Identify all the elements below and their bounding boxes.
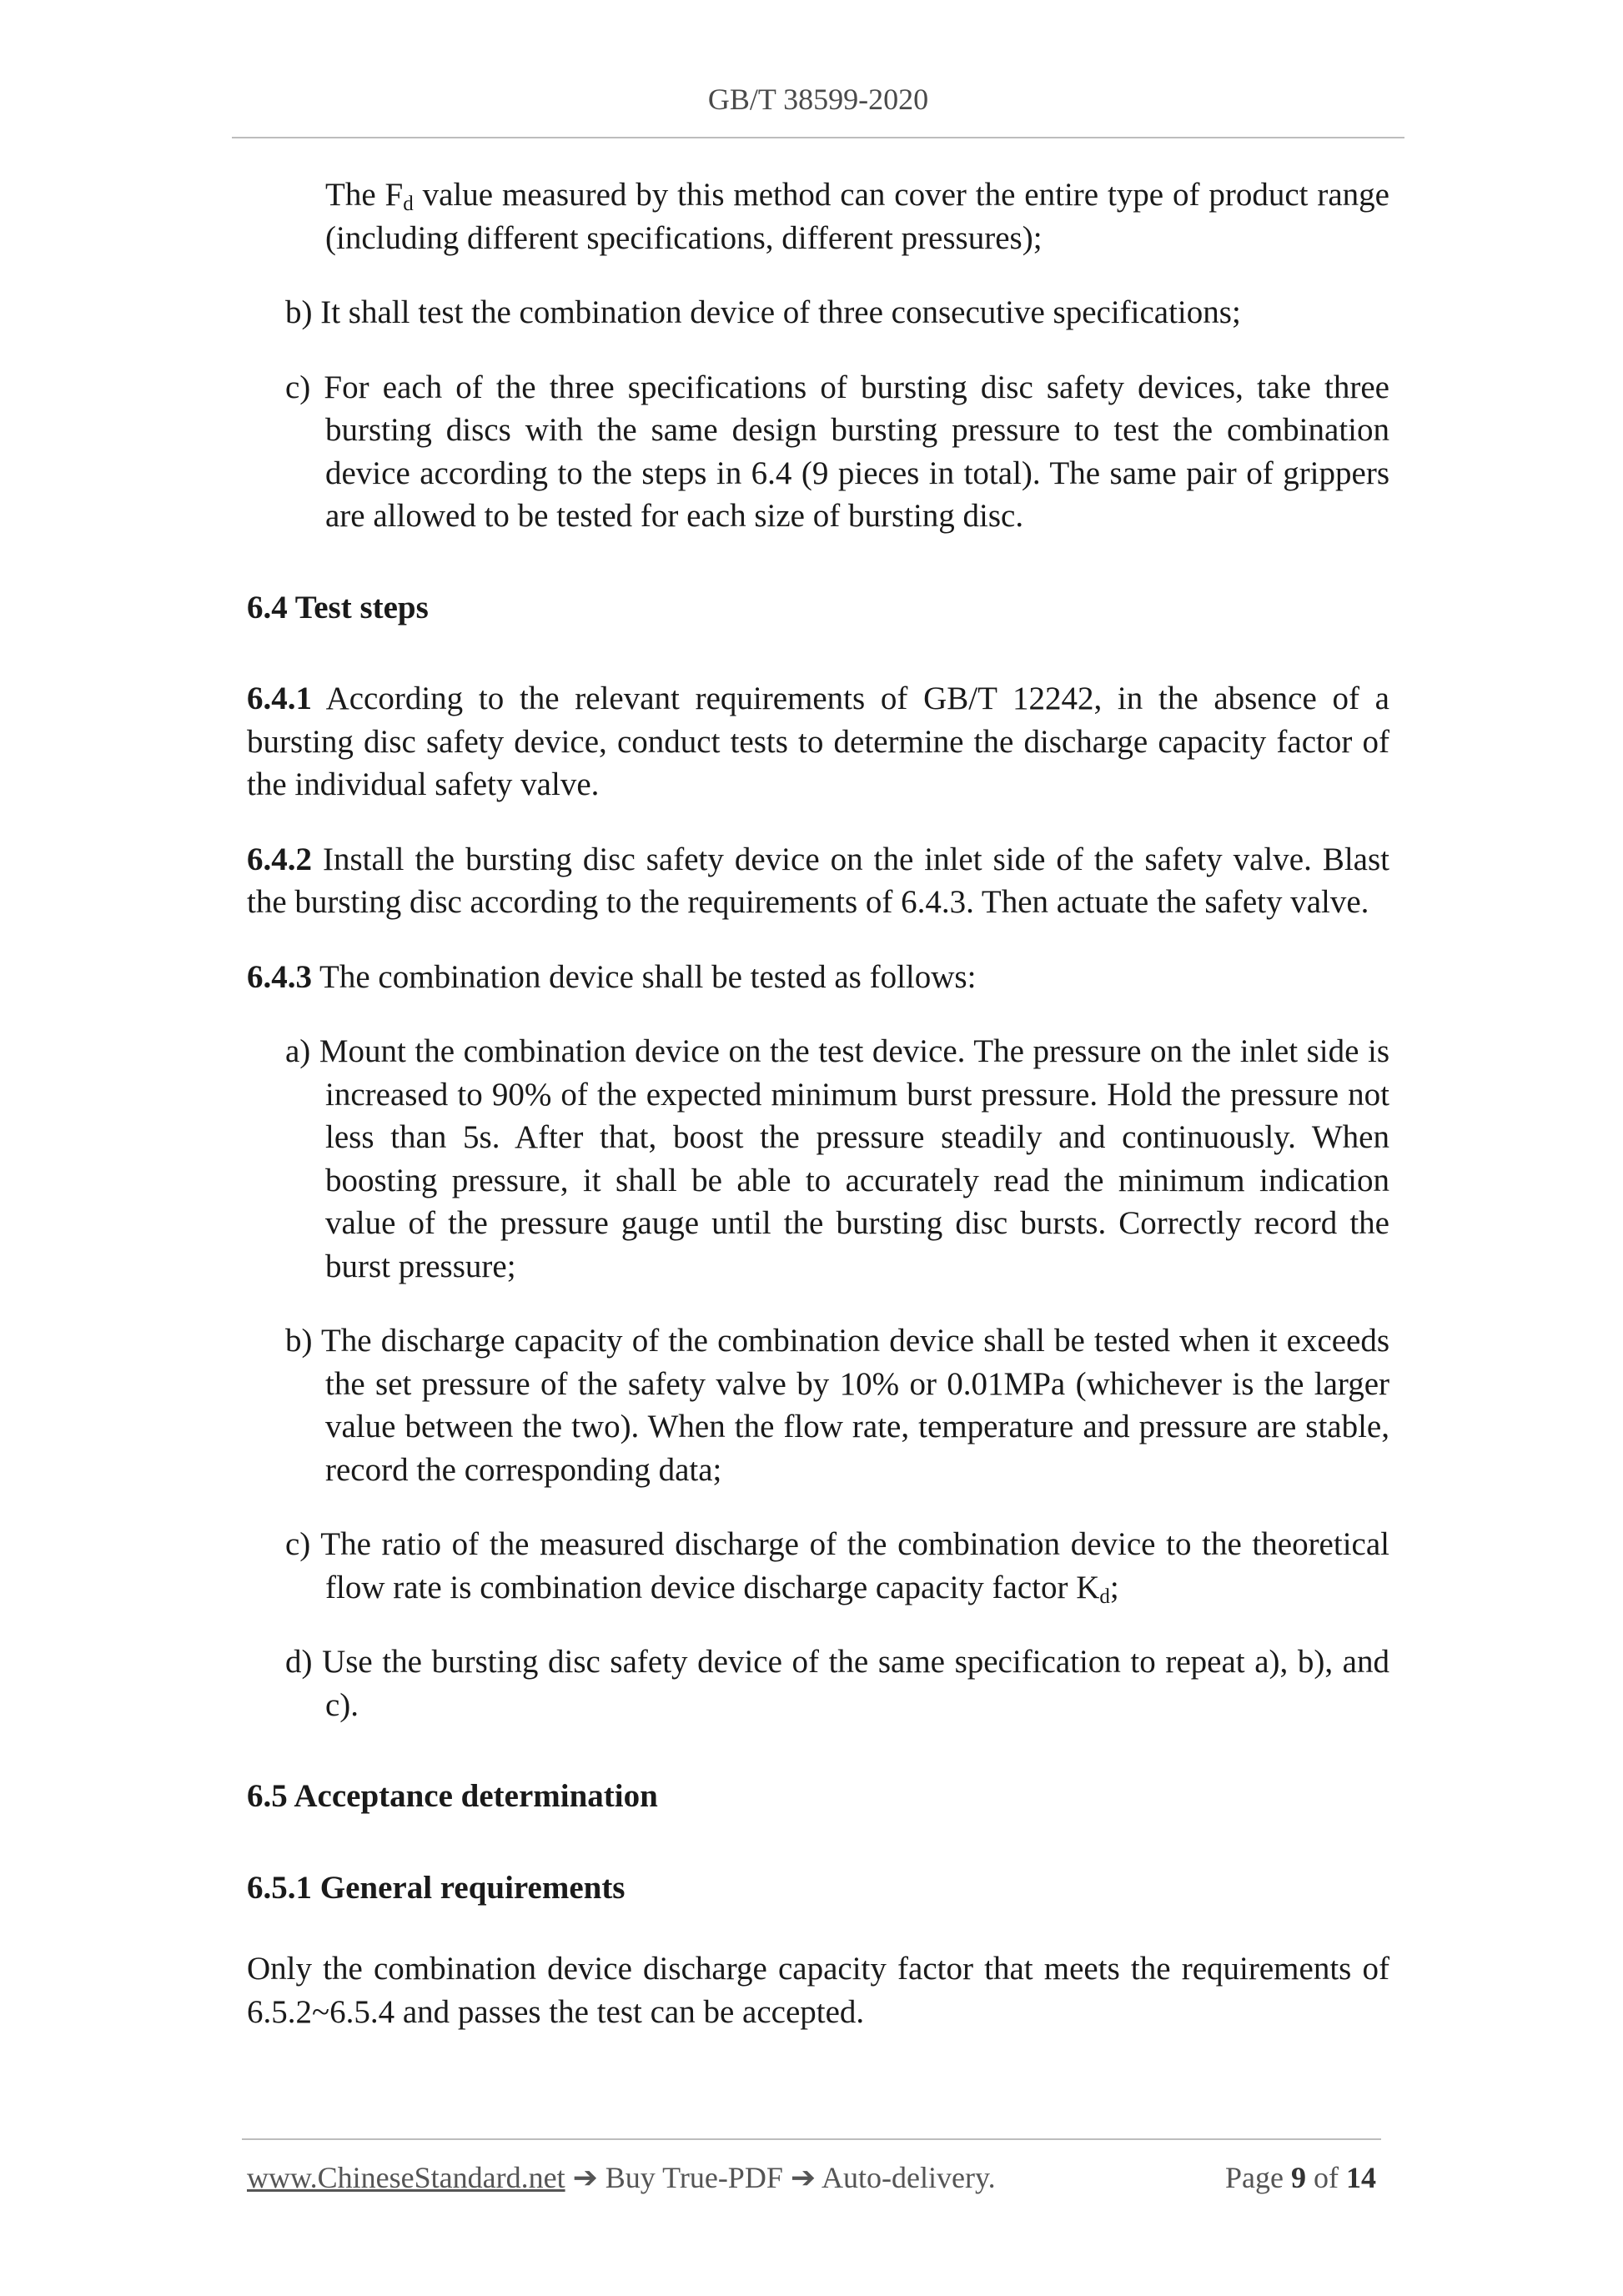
auto-delivery-text: Auto-delivery. <box>822 2161 996 2194</box>
of-label: of <box>1314 2161 1339 2194</box>
clause-number: 6.4.3 <box>247 958 312 995</box>
document-header: GB/T 38599-2020 <box>707 83 929 116</box>
website-link[interactable]: www.ChineseStandard.net <box>247 2161 565 2194</box>
buy-pdf-text: Buy True-PDF <box>605 2161 783 2194</box>
step-c-text-post: ; <box>1109 1569 1119 1605</box>
step-a: a) Mount the combination device on the test device. The pressure on the inlet side is increased to 90% of the expected minimum burst pressure. Hold the pressure not less than 5s. After that, boost the pressure steadily and continuously. When boosting pressure, it shall be able to accurately read the minimum indication value of the pressure gauge until the bursting disc bursts. Correctly record the burst pressure; <box>285 1033 1389 1284</box>
header-divider <box>232 137 1404 138</box>
step-c-text-pre: c) The ratio of the measured discharge of the combination device to the theoretical flow rate is combination device discharge capacity factor K <box>285 1526 1389 1605</box>
footer-divider <box>242 2138 1381 2140</box>
paragraph-6-5-1: Only the combination device discharge capacity factor that meets the requirements of 6.5.2~6.5.4 and passes the test can be accepted. <box>247 1951 1389 2030</box>
clause-number: 6.4.1 <box>247 681 312 716</box>
clause-text: Install the bursting disc safety device on the inlet side of the safety valve. Blast the bursting disc according to the requirements of 6.4.3. Then actuate the safety valve. <box>247 841 1389 920</box>
intro-subscript: d <box>403 193 414 215</box>
arrow-right-icon: ➔ <box>790 2161 817 2194</box>
total-pages: 14 <box>1346 2161 1376 2194</box>
clause-6-4-3 <box>247 956 1389 999</box>
arrow-right-icon: ➔ <box>572 2161 598 2194</box>
step-c-subscript: d <box>1099 1585 1110 1608</box>
footer-promo <box>247 2160 996 2195</box>
page-label: Page <box>1225 2161 1284 2194</box>
clause-text: According to the relevant requirements of GB/T 12242, in the absence of a bursting disc safety device, conduct tests to determine the discharge capacity factor of the individual safety valve. <box>247 681 1389 802</box>
intro-text-pre: The F <box>325 177 404 213</box>
step-c <box>247 1523 1389 1609</box>
clause-number: 6.4.2 <box>247 841 312 877</box>
section-heading-6-5-1: 6.5.1 General requirements <box>247 1869 626 1906</box>
step-d: d) Use the bursting disc safety device of the same specification to repeat a), b), and c). <box>285 1644 1389 1723</box>
clause-text: The combination device shall be tested as follows: <box>312 958 977 995</box>
list-item-c: c) For each of the three specifications of bursting disc safety devices, take three bursting discs with the same design bursting pressure to test the combination device according to the steps in 6.4 (9 pieces in total). The same pair of grippers are allowed to be tested for each size of bursting disc. <box>285 369 1389 534</box>
current-page: 9 <box>1291 2161 1306 2194</box>
section-heading-6-4: 6.4 Test steps <box>247 589 429 625</box>
intro-paragraph <box>247 173 1389 259</box>
step-b: b) The discharge capacity of the combination device shall be tested when it exceeds the set pressure of the safety valve by 10% or 0.01MPa (whichever is the larger value between the two). When the flow rate, temperature and pressure are stable, record the corresponding data; <box>285 1323 1389 1488</box>
intro-text-post: value measured by this method can cover the entire type of product range (including different specifications, different pressures); <box>325 177 1389 256</box>
document-body <box>247 173 1389 2033</box>
clause-6-4-2 <box>247 838 1389 924</box>
list-item-b: b) It shall test the combination device of three consecutive specifications; <box>285 294 1241 330</box>
page-number <box>1225 2160 1376 2195</box>
clause-6-4-1 <box>247 677 1389 806</box>
section-heading-6-5: 6.5 Acceptance determination <box>247 1778 658 1814</box>
